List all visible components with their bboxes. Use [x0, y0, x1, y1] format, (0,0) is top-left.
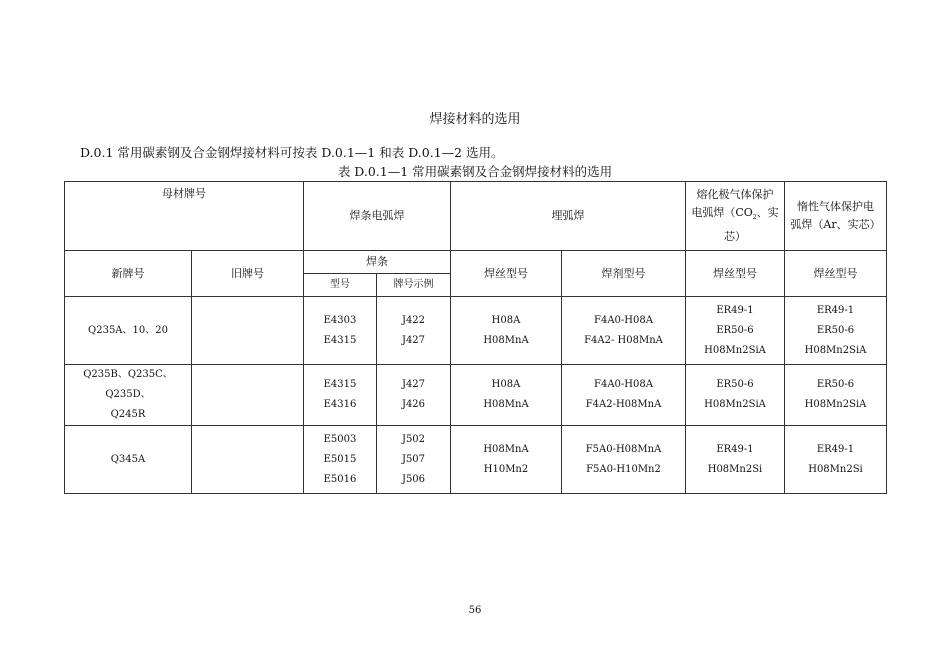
section-title: 焊接材料的选用: [429, 112, 521, 127]
header-electrode-model: 型号: [304, 274, 377, 297]
header-smaw: 焊条电弧焊: [304, 182, 451, 251]
header-gmaw-co2-line1: 熔化极气体保护: [696, 188, 774, 202]
cell-new-grade: Q345A: [65, 426, 192, 494]
header-electrode-brand: 牌号示例: [377, 274, 451, 297]
cell-brand: J502 J507 J506: [377, 426, 451, 494]
header-gmaw-co2: [686, 182, 785, 251]
table-row: [65, 426, 887, 494]
welding-materials-table: [64, 181, 887, 494]
header-old-grade: 旧牌号: [192, 251, 304, 297]
header-flux-model: 焊剂型号: [562, 251, 686, 297]
cell-ar-wire: ER50-6 H08Mn2SiA: [785, 365, 887, 426]
cell-co2-wire: ER49-1 ER50-6 H08Mn2SiA: [686, 297, 785, 365]
header-gmaw-co2-subscript: 2: [752, 214, 757, 222]
header-gmaw-ar: [785, 182, 887, 251]
header-gmaw-co2-line3: 芯）: [724, 229, 746, 243]
header-gmaw-ar-line1: 惰性气体保护电: [797, 200, 874, 213]
cell-co2-wire: ER50-6 H08Mn2SiA: [686, 365, 785, 426]
cell-model: E4315 E4316: [304, 365, 377, 426]
cell-saw-wire: H08MnA H10Mn2: [451, 426, 562, 494]
cell-flux: F5A0-H08MnA F5A0-H10Mn2: [562, 426, 686, 494]
table-row: [65, 297, 887, 365]
header-base-metal: 母材牌号: [65, 182, 304, 251]
cell-flux: F4A0-H08A F4A2-H08MnA: [562, 365, 686, 426]
cell-new-grade: Q235A、10、20: [65, 297, 192, 365]
header-gmaw-ar-line2: 弧焊（Ar、实芯）: [790, 218, 881, 231]
cell-model: E5003 E5015 E5016: [304, 426, 377, 494]
table-caption: 表 D.0.1—1 常用碳素钢及合金钢焊接材料的选用: [337, 164, 613, 179]
page-number: 56: [468, 605, 482, 616]
cell-saw-wire: H08A H08MnA: [451, 297, 562, 365]
cell-model: E4303 E4315: [304, 297, 377, 365]
cell-old-grade: [192, 297, 304, 365]
header-ar-wire-model: 焊丝型号: [785, 251, 887, 297]
cell-old-grade: [192, 365, 304, 426]
cell-ar-wire: ER49-1 H08Mn2Si: [785, 426, 887, 494]
header-gmaw-co2-line2b: 、实: [756, 206, 779, 220]
cell-co2-wire: ER49-1 H08Mn2Si: [686, 426, 785, 494]
header-electrode: 焊条: [304, 251, 451, 274]
intro-paragraph: D.0.1 常用碳素钢及合金钢焊接材料可按表 D.0.1—1 和表 D.0.1—2 选用。: [80, 145, 504, 160]
cell-ar-wire: ER49-1 ER50-6 H08Mn2SiA: [785, 297, 887, 365]
cell-saw-wire: H08A H08MnA: [451, 365, 562, 426]
table-row: [65, 365, 887, 426]
header-gmaw-co2-line2: 电弧焊（CO: [691, 206, 753, 220]
header-new-grade: 新牌号: [65, 251, 192, 297]
cell-brand: J427 J426: [377, 365, 451, 426]
cell-flux: F4A0-H08A F4A2- H08MnA: [562, 297, 686, 365]
cell-new-grade: Q235B、Q235C、Q235D、 Q245R: [65, 365, 192, 426]
header-saw-wire-model: 焊丝型号: [451, 251, 562, 297]
cell-old-grade: [192, 426, 304, 494]
header-saw: 埋弧焊: [451, 182, 686, 251]
cell-brand: J422 J427: [377, 297, 451, 365]
header-co2-wire-model: 焊丝型号: [686, 251, 785, 297]
